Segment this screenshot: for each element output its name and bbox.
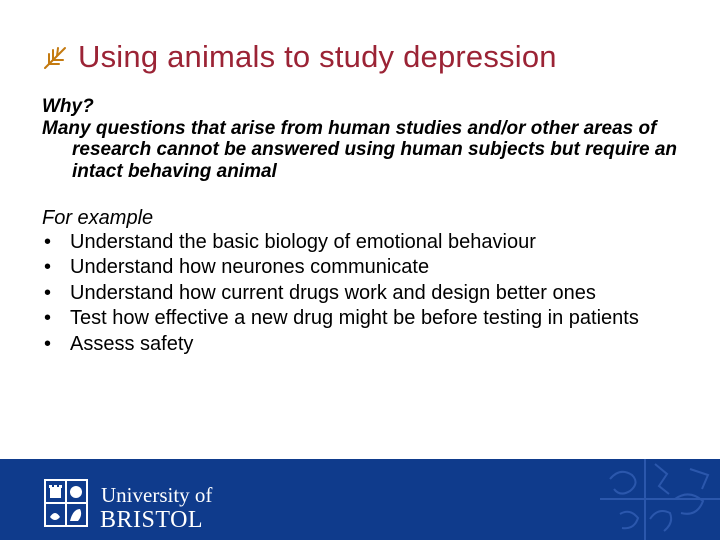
title-row xyxy=(42,32,557,82)
list-item-text: Understand how neurones communicate xyxy=(70,256,430,278)
bullet-dot: • xyxy=(44,256,52,278)
list-item xyxy=(42,232,682,254)
footer-band xyxy=(0,459,720,540)
university-name-line2: BRISTOL xyxy=(100,507,204,533)
example-heading: For example xyxy=(42,207,154,229)
list-item xyxy=(42,283,682,305)
list-item xyxy=(42,257,682,279)
why-heading: Why? xyxy=(42,96,94,117)
slide-title: Using animals to study depression xyxy=(78,39,557,74)
bullet-dot: • xyxy=(44,307,52,329)
quill-bullet-icon xyxy=(42,45,68,71)
university-name-line1: University of xyxy=(101,483,213,507)
bullet-dot: • xyxy=(44,230,52,253)
list-item xyxy=(42,334,682,356)
list-item xyxy=(42,308,682,330)
list-item-text: Understand the basic biology of emotional behaviour xyxy=(70,230,536,253)
slide-body xyxy=(42,96,682,359)
example-list xyxy=(42,232,682,356)
list-item-text: Test how effective a new drug might be before testing in patients xyxy=(70,307,639,329)
list-item-text: Understand how current drugs work and design better ones xyxy=(70,281,596,304)
intro-paragraph: Many questions that arise from human studies and/or other areas of research cannot be answered using human subjects but require an intact behaving animal xyxy=(42,117,677,182)
bullet-dot: • xyxy=(44,332,52,355)
list-item-text: Assess safety xyxy=(70,332,194,355)
bullet-dot: • xyxy=(44,281,52,304)
heraldic-pattern-icon xyxy=(600,459,720,540)
bristol-crest-icon xyxy=(44,479,88,527)
